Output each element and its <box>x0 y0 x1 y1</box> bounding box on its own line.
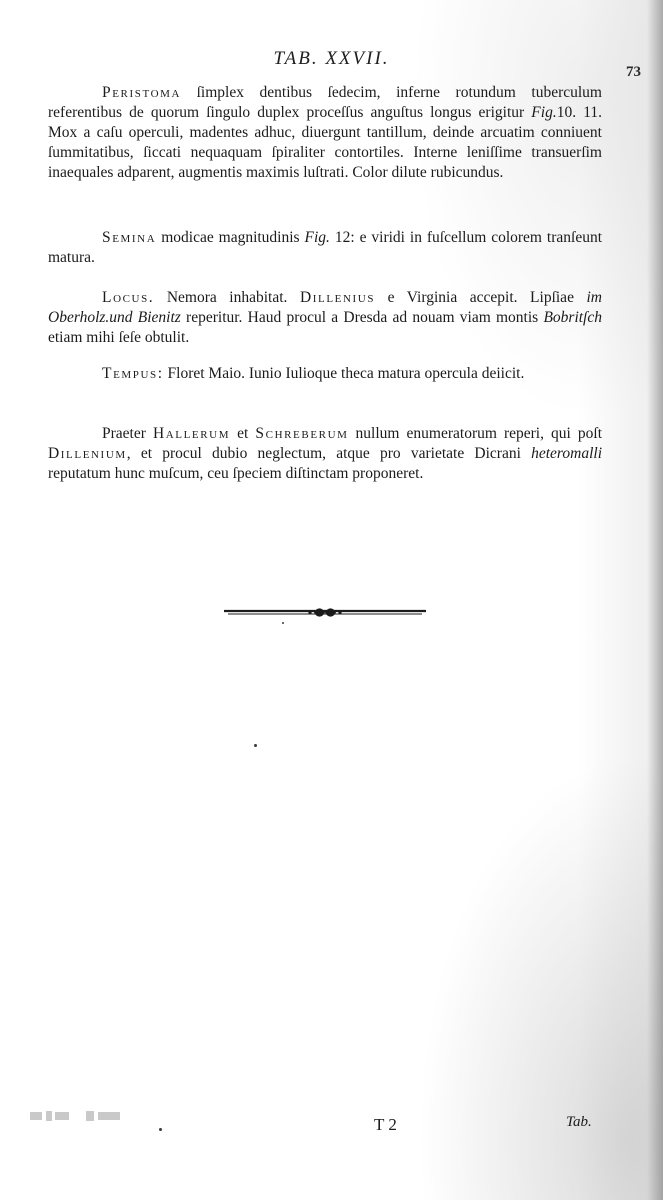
paragraph-text: e Virginia accepit. Lipſiae <box>375 289 587 306</box>
author-name: Dillenium <box>48 445 127 462</box>
paragraph-peristoma <box>48 83 602 183</box>
species-name: heteromalli <box>531 445 602 462</box>
ornamental-rule <box>222 603 428 621</box>
paragraph-praeter <box>48 424 602 484</box>
paragraph-tempus <box>48 364 602 384</box>
lead-word: Tempus: <box>102 365 164 382</box>
place-name: im Oberholz.und Bienitz <box>48 289 602 326</box>
ink-speck <box>282 622 284 624</box>
running-head: TAB. XXVII. <box>273 48 390 69</box>
paragraph-text: 12: e viridi in fuſcellum colorem tranſeunt matura. <box>48 229 603 266</box>
signature-mark: T 2 <box>374 1115 397 1134</box>
paragraph-text: et <box>230 425 256 442</box>
lead-word: Locus. <box>102 289 155 306</box>
ornament-icon <box>222 603 428 621</box>
paragraph-text: reperitur. Haud procul a Dresda ad nouam viam montis <box>180 309 544 326</box>
paragraph-text: nullum enumeratorum reperi, qui poſt <box>348 425 603 442</box>
page-number: 73 <box>626 64 641 80</box>
catchword: Tab. <box>566 1114 592 1130</box>
page-edge-shadow <box>647 0 663 1200</box>
paragraph-text: Floret Maio. Iunio Iulioque theca matura opercula deiicit. <box>163 365 525 382</box>
paragraph-text: 10. 11. Mox a caſu operculi, madentes adhuc, diuergunt tantillum, deinde arcuatim conniuent ſummitatibus, ſiccati nequaquam ſpiraliter contortiles. Interne leniſſime transuerſim inaequales adparent, augmentis maximis luſtrati. Color dilute rubicundus. <box>48 104 602 181</box>
paragraph-text: , et procul dubio neglectum, atque pro varietate Dicrani <box>126 445 532 462</box>
ink-speck <box>254 744 257 747</box>
paragraph-text: Praeter <box>102 425 153 442</box>
paragraph-semina <box>48 228 602 268</box>
paragraph-text: etiam mihi ſeſe obtulit. <box>48 329 190 346</box>
author-name: Hallerum <box>152 425 231 442</box>
author-name: Dillenius <box>299 289 376 306</box>
figure-reference: Fig. <box>531 104 557 121</box>
paragraph-text: modicae magnitudinis <box>156 229 305 246</box>
author-name: Schreberum <box>255 425 349 442</box>
figure-reference: Fig. <box>304 229 330 246</box>
ink-speck <box>159 1128 162 1131</box>
lead-word: Peristoma <box>102 84 182 101</box>
bleed-through-stamp <box>28 1106 126 1126</box>
paragraph-text: ſimplex dentibus ſedecim, inferne rotundum tuberculum referentibus de quorum ſingulo duplex proceſſus anguſtus longus erigitur <box>48 84 602 121</box>
paragraph-text: reputatum hunc muſcum, ceu ſpeciem diſtinctam proponeret. <box>48 465 424 482</box>
paragraph-text: Nemora inhabitat. <box>154 289 300 306</box>
place-name: Bobritſch <box>543 309 602 326</box>
paragraph-locus <box>48 288 602 348</box>
lead-word: Semina <box>102 229 157 246</box>
